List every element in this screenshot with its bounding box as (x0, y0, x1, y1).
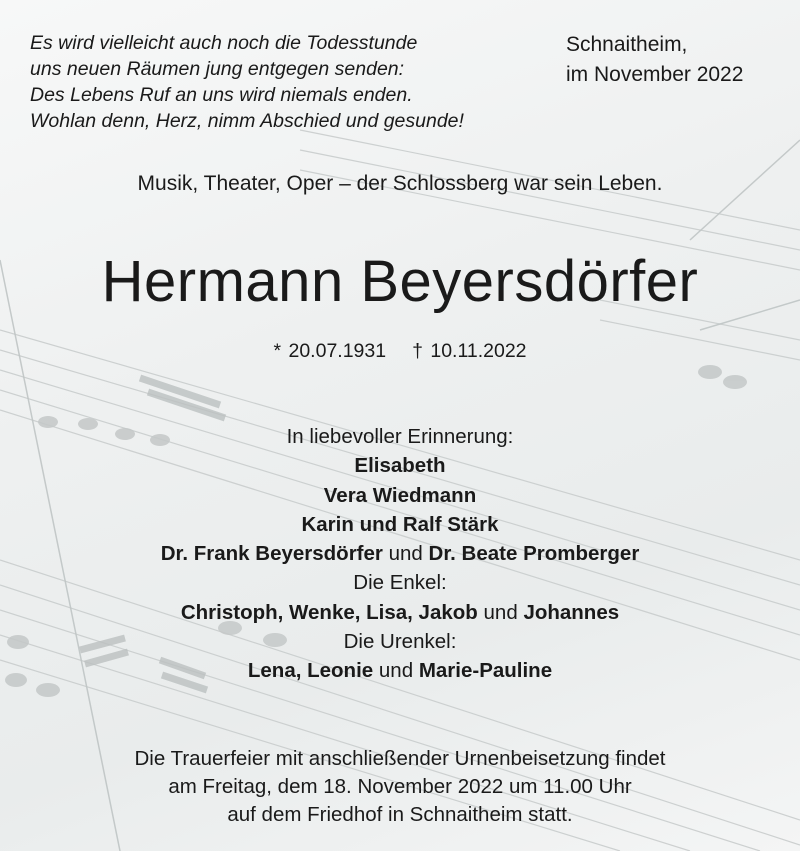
poem-line: Wohlan denn, Herz, nimm Abschied und gesunde! (30, 110, 464, 132)
mourner-name: Vera Wiedmann (323, 483, 477, 507)
great-grandchildren-names: Lena, Leonie (247, 659, 374, 683)
life-dates (0, 340, 800, 363)
death-date: † 10.11.2022 (412, 340, 527, 362)
mourners (0, 422, 800, 686)
great-grandchildren-names: Marie-Pauline (418, 659, 553, 683)
mourner-name: Karin und Ralf Stärk (301, 512, 499, 536)
poem-line: uns neuen Räumen jung entgegen senden: (30, 58, 405, 80)
deceased-name: Hermann Beyersdörfer (101, 249, 699, 314)
place-city: Schnaitheim, (566, 33, 688, 56)
birth-date: * 20.07.1931 (273, 340, 387, 362)
grandchildren-names: Johannes (523, 600, 620, 624)
mourner-name: Dr. Beate Promberger (428, 542, 640, 566)
mourner-name: Elisabeth (354, 454, 446, 478)
poem-line: Des Lebens Ruf an uns wird niemals enden. (30, 84, 413, 106)
mourners-intro: In liebevoller Erinnerung: (286, 425, 514, 448)
motto: Musik, Theater, Oper – der Schlossberg war sein Leben. (137, 172, 663, 195)
ceremony-info (0, 745, 800, 829)
ceremony-line: Die Trauerfeier mit anschließender Urnenbeisetzung findet (134, 747, 666, 770)
ceremony-line: auf dem Friedhof in Schnaitheim statt. (227, 803, 573, 826)
grandchildren-label: Die Enkel: (353, 571, 447, 595)
poem-line: Es wird vielleicht auch noch die Todesstunde (30, 32, 418, 54)
mourner-name: Dr. Frank Beyersdörfer (160, 542, 383, 566)
conjunction: und (378, 659, 414, 683)
poem (30, 30, 464, 134)
place-and-date (566, 30, 743, 90)
place-date: im November 2022 (566, 63, 744, 86)
ceremony-line: am Freitag, dem 18. November 2022 um 11.00 Uhr (168, 775, 632, 798)
conjunction: und (388, 542, 423, 566)
grandchildren-names: Christoph, Wenke, Lisa, Jakob (180, 600, 478, 624)
great-grandchildren-label: Die Urenkel: (343, 630, 457, 654)
conjunction: und (483, 600, 518, 624)
